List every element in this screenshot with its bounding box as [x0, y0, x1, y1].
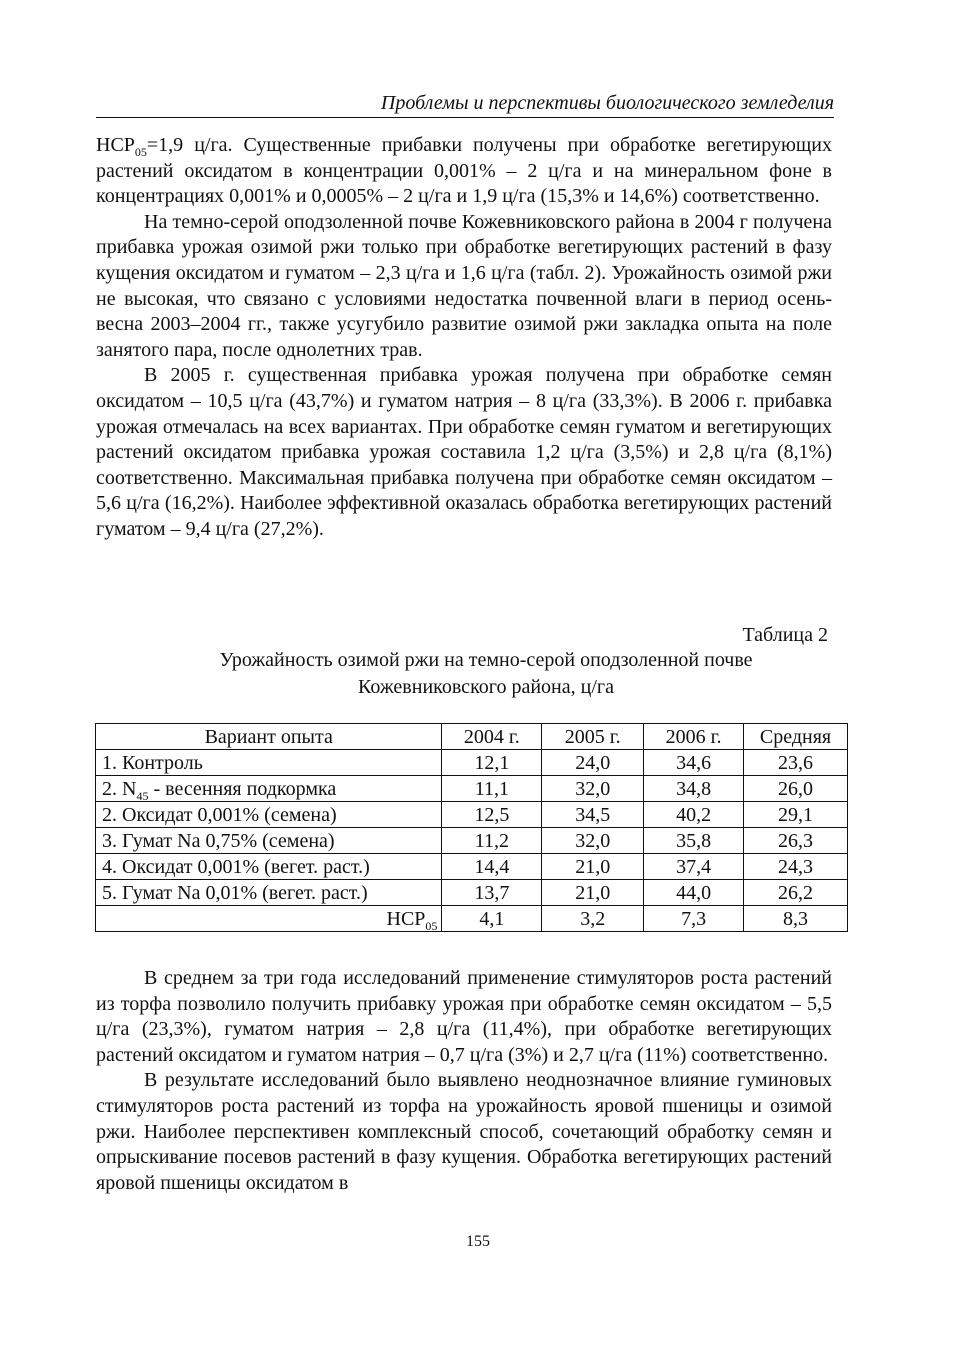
value-2006: 35,8 — [644, 828, 744, 854]
value-2004: 11,1 — [442, 776, 542, 802]
table-row — [96, 828, 848, 854]
variant-cell: 2. Оксидат 0,001% (семена) — [96, 802, 442, 828]
value-2005: 34,5 — [542, 802, 644, 828]
value-average: 26,3 — [744, 828, 848, 854]
body-text-bottom — [96, 966, 832, 1196]
value-2004: 14,4 — [442, 854, 542, 880]
header-variant: Вариант опыта — [96, 724, 442, 750]
paragraph-4: В среднем за три года исследований применение стимуляторов роста растений из торфа позволило получить прибавку урожая при обработке семян оксидатом – 5,5 ц/га (23,3%), гуматом натрия – 2,8 ц/га (11,4%), при обработке вегетирующих растений оксидатом и гуматом натрия – 0,7 ц/га (3%) и 2,7 ц/га (11%) соответственно. — [96, 967, 832, 1066]
value-average: 23,6 — [744, 750, 848, 776]
header-average: Средняя — [744, 724, 848, 750]
lsd-label: $НСР_{05}$ — [96, 906, 442, 932]
header-2005: 2005 г. — [542, 724, 644, 750]
value-average: 24,3 — [744, 854, 848, 880]
value-2005: 32,0 — [542, 828, 644, 854]
body-text-top — [96, 133, 832, 543]
paragraph-5: В результате исследований было выявлено неоднозначное влияние гуминовых стимуляторов роста растений из торфа на урожайность яровой пшеницы и озимой ржи. Наиболее перспективен комплексный способ, сочетающий обработку семян и опрыскивание посевов растений в фазу кущения. Обработка вегетирующих растений яровой пшеницы оксидатом в — [96, 1069, 832, 1194]
paragraph-1: $НСР_{05}=1,9$ ц/га. Существенные прибавки получены при обработке вегетирующих растений оксидатом в концентрации 0,001% – 2 ц/га и на минеральном фоне в концентрациях 0,001% и 0,0005% – 2 ц/га и 1,9 ц/га (15,3% и 14,6%) соответственно. — [96, 134, 832, 208]
value-2006: 40,2 — [644, 802, 744, 828]
value-2006: 34,8 — [644, 776, 744, 802]
running-head: Проблемы и перспективы биологического земледелия — [96, 90, 834, 118]
header-2006: 2006 г. — [644, 724, 744, 750]
value-2005: 21,0 — [542, 854, 644, 880]
table-lsd-row — [96, 906, 848, 932]
page-number: 155 — [466, 1233, 490, 1250]
paragraph-3: В 2005 г. существенная прибавка урожая получена при обработке семян оксидатом – 10,5 ц/га (43,7%) и гуматом натрия – 8 ц/га (33,3%). В 2006 г. прибавка урожая отмечалась на всех вариантах. При обработке семян гуматом и вегетирующих растений оксидатом прибавка урожая составила 1,2 ц/га (3,5%) и 2,8 ц/га (8,1%) соответственно. Максимальная прибавка получена при обработке семян оксидатом – 5,6 ц/га (16,2%). Наиболее эффективной оказалась обработка вегетирующих растений гуматом – 9,4 ц/га (27,2%). — [96, 364, 832, 540]
variant-cell: 2. $N_{45}$ - весенняя подкормка — [96, 776, 442, 802]
variant-cell: 1. Контроль — [96, 750, 442, 776]
yield-table — [95, 723, 848, 932]
lsd-2006: 7,3 — [644, 906, 744, 932]
table-caption-line-1: Урожайность озимой ржи на темно-серой оподзоленной почве — [219, 649, 753, 671]
table-label: Таблица 2 — [742, 624, 828, 646]
value-2006: 37,4 — [644, 854, 744, 880]
header-2004: 2004 г. — [442, 724, 542, 750]
variant-cell: 5. Гумат Na 0,01% (вегет. раст.) — [96, 880, 442, 906]
lsd-2005: 3,2 — [542, 906, 644, 932]
value-2004: 11,2 — [442, 828, 542, 854]
value-average: 26,0 — [744, 776, 848, 802]
variant-cell: 3. Гумат Na 0,75% (семена) — [96, 828, 442, 854]
table-row — [96, 802, 848, 828]
value-2006: 44,0 — [644, 880, 744, 906]
table-row — [96, 750, 848, 776]
paragraph-2: На темно-серой оподзоленной почве Кожевниковского района в 2004 г получена прибавка урожая озимой ржи только при обработке вегетирующих растений в фазу кущения оксидатом и гуматом – 2,3 ц/га и 1,6 ц/га (табл. 2). Урожайность озимой ржи не высокая, что связано с условиями недостатка почвенной влаги в период осень-весна 2003–2004 гг., также усугубило развитие озимой ржи закладка опыта на поле занятого пара, после однолетних трав. — [96, 210, 832, 361]
table-row — [96, 880, 848, 906]
value-average: 26,2 — [744, 880, 848, 906]
value-2004: 12,5 — [442, 802, 542, 828]
lsd-2004: 4,1 — [442, 906, 542, 932]
table-header-row — [96, 724, 848, 750]
table-row — [96, 854, 848, 880]
value-2004: 13,7 — [442, 880, 542, 906]
table-row — [96, 776, 848, 802]
value-2004: 12,1 — [442, 750, 542, 776]
value-2005: 32,0 — [542, 776, 644, 802]
value-average: 29,1 — [744, 802, 848, 828]
value-2005: 24,0 — [542, 750, 644, 776]
lsd-average: 8,3 — [744, 906, 848, 932]
table-caption-line-2: Кожевниковского района, ц/га — [358, 676, 614, 698]
value-2005: 21,0 — [542, 880, 644, 906]
value-2006: 34,6 — [644, 750, 744, 776]
variant-cell: 4. Оксидат 0,001% (вегет. раст.) — [96, 854, 442, 880]
table-caption — [96, 647, 876, 701]
